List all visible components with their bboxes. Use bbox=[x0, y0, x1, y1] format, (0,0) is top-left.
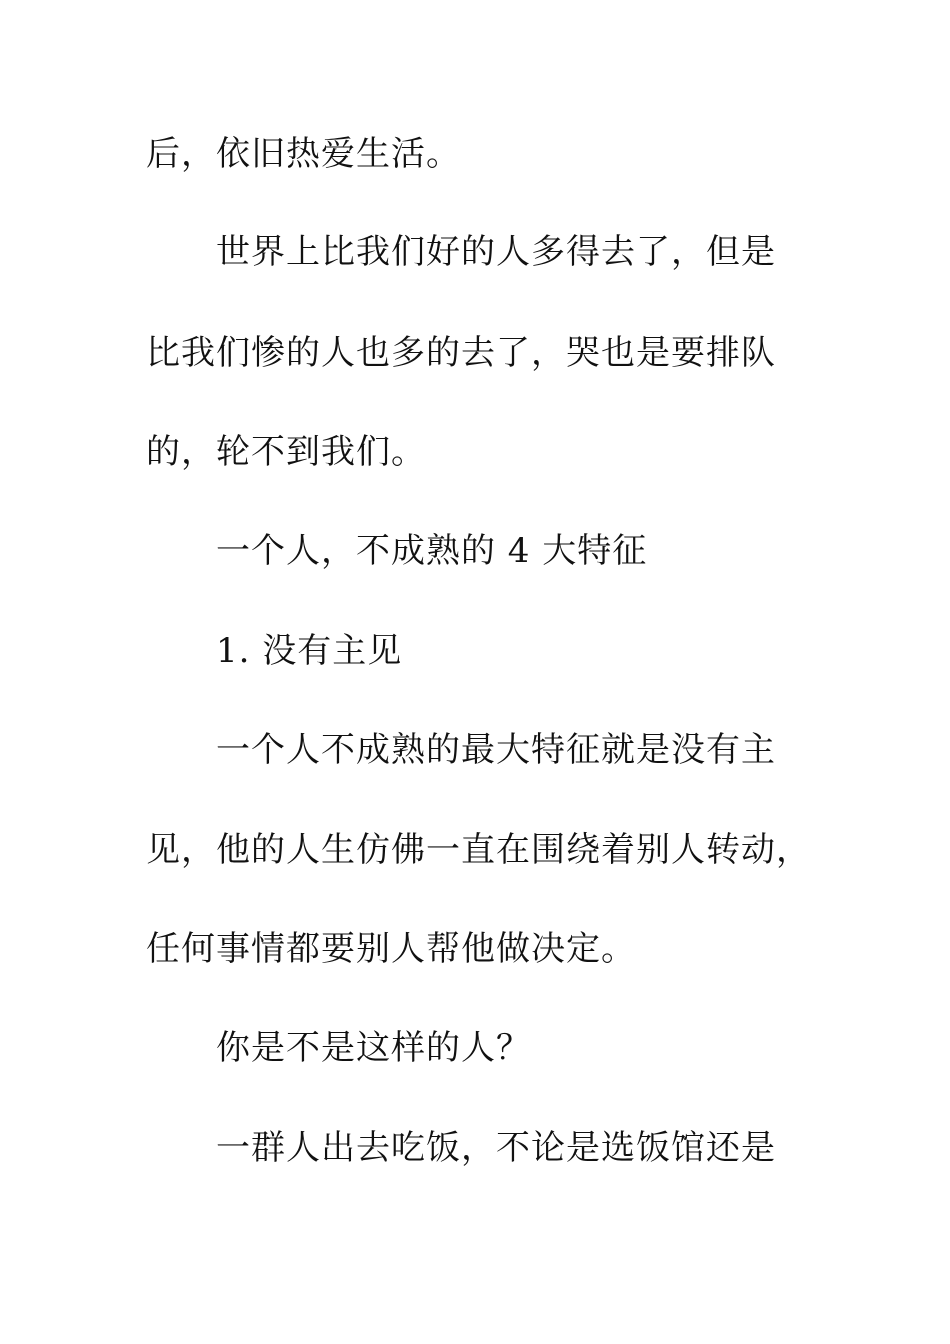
paragraph-line: 任何事情都要别人帮他做决定。 bbox=[146, 929, 636, 969]
paragraph-line: 后，依旧热爱生活。 bbox=[146, 134, 461, 174]
paragraph-line: 见，他的人生仿佛一直在围绕着别人转动， bbox=[146, 830, 811, 870]
paragraph-line: 一群人出去吃饭，不论是选饭馆还是 bbox=[216, 1128, 776, 1168]
paragraph-line: 比我们惨的人也多的去了，哭也是要排队 bbox=[146, 333, 776, 373]
section-heading: 一个人，不成熟的 4 大特征 bbox=[216, 531, 648, 571]
paragraph-line: 世界上比我们好的人多得去了，但是 bbox=[216, 232, 776, 272]
paragraph-line: 一个人不成熟的最大特征就是没有主 bbox=[216, 730, 776, 770]
subsection-heading: 1. 没有主见 bbox=[216, 631, 403, 671]
paragraph-line: 你是不是这样的人？ bbox=[216, 1028, 531, 1068]
paragraph-line: 的，轮不到我们。 bbox=[146, 432, 426, 472]
